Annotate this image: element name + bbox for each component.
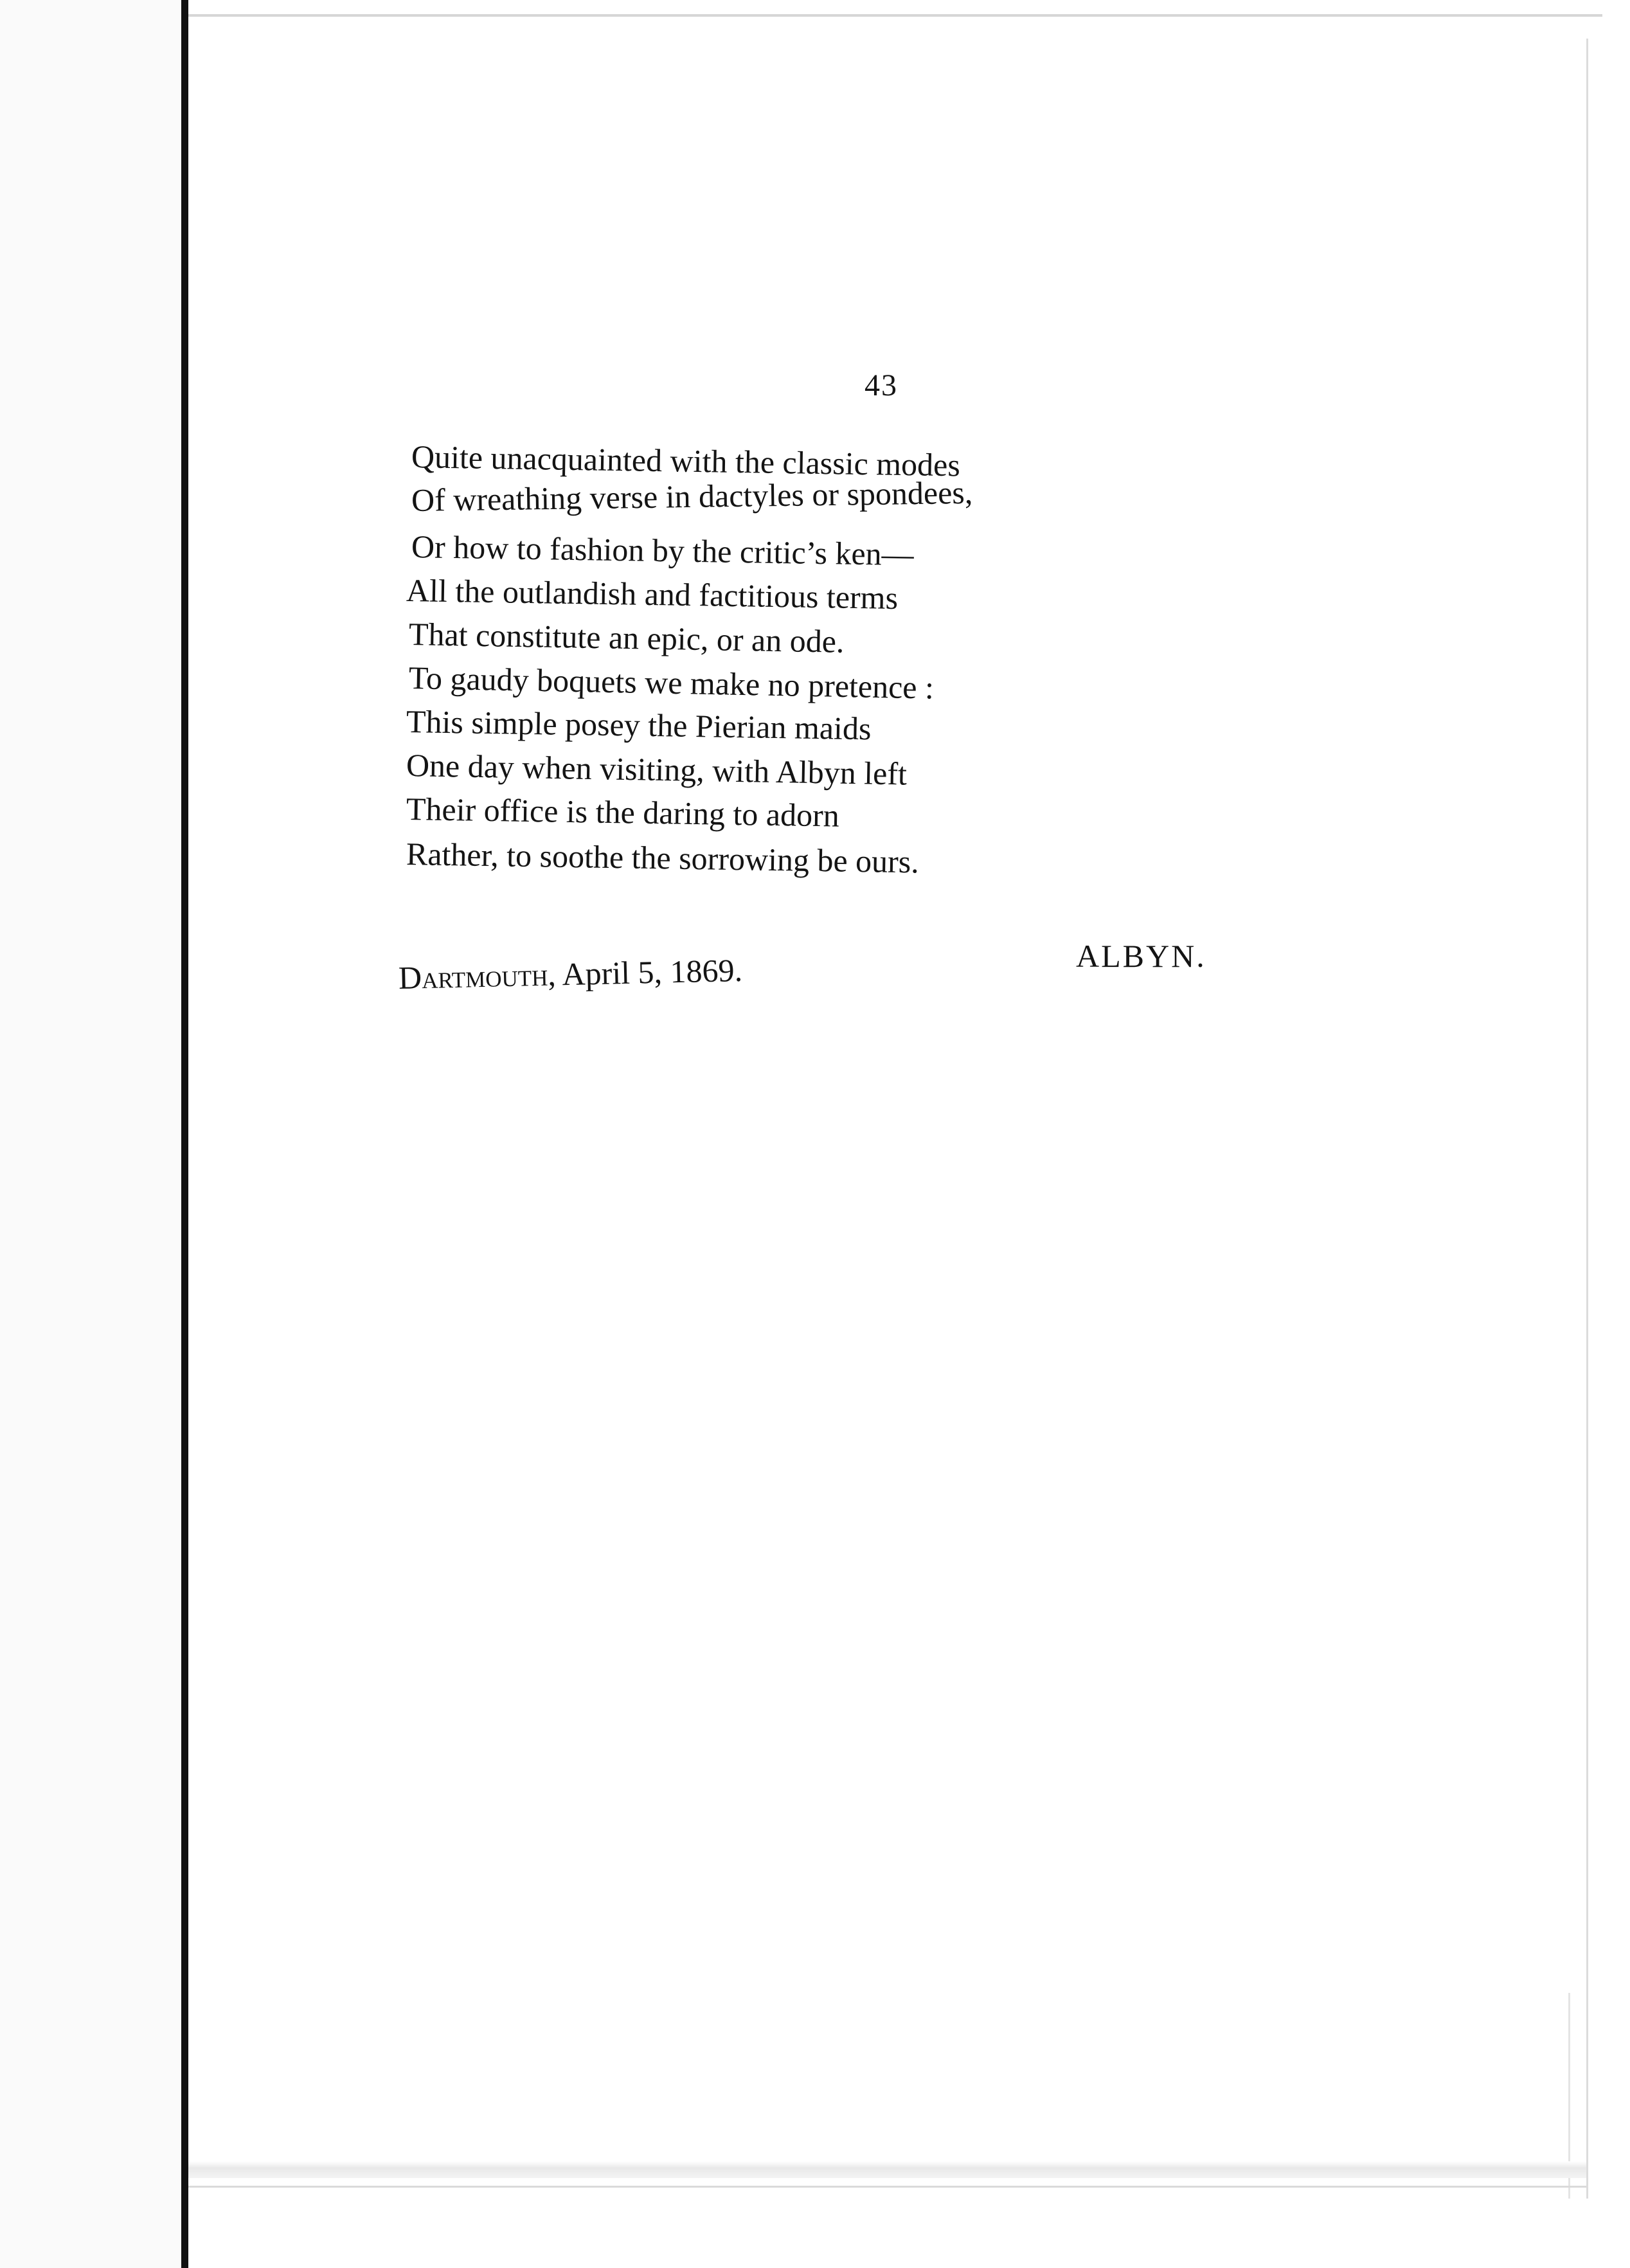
poem-line: To gaudy boquets we make no pretence :	[408, 660, 935, 706]
dateline-separator: ,	[547, 956, 563, 993]
poem-line: That constitute an epic, or an ode.	[408, 616, 845, 660]
dateline-date: April 5, 1869.	[561, 951, 743, 993]
poem-line: Rather, to soothe the sorrowing be ours.	[406, 836, 920, 880]
author-signature: ALBYN.	[1076, 938, 1206, 974]
facing-page-edge	[0, 0, 181, 2268]
poem-line: Quite unacquainted with the classic modes	[411, 438, 961, 483]
poem-line: This simple posey the Pierian maids	[406, 703, 872, 747]
page-right-edge	[1586, 39, 1588, 2199]
poem-line: Their office is the daring to adorn	[406, 791, 840, 834]
page-top-edge	[188, 14, 1602, 17]
page-number: 43	[864, 368, 898, 402]
poem-line: One day when visiting, with Albyn left	[406, 747, 908, 792]
page-bottom-edge	[188, 2161, 1586, 2178]
poem-line: All the outlandish and factitious terms	[406, 572, 899, 616]
page-bottom-edge-line	[188, 2186, 1586, 2188]
dateline	[398, 951, 742, 996]
poem-line: Of wreathing verse in dactyles or spondees,	[411, 474, 973, 518]
book-spine-shadow	[181, 0, 188, 2268]
dateline-place: Dartmouth	[398, 956, 548, 996]
poem-line: Or how to fashion by the critic’s ken—	[411, 528, 915, 573]
